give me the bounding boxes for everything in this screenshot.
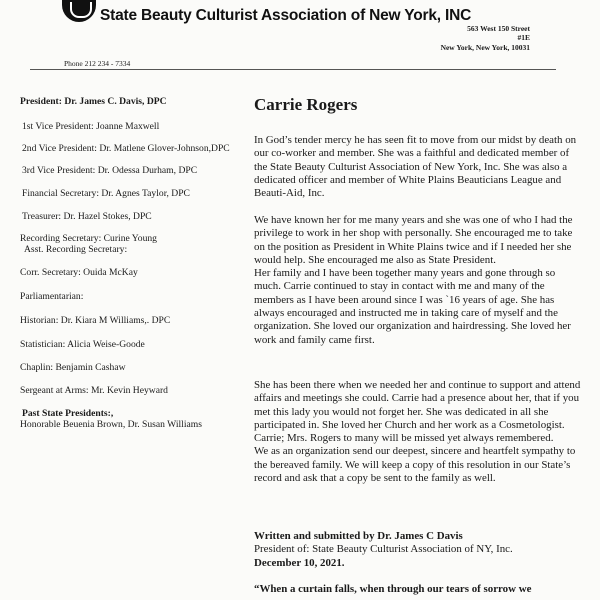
memorial-name: Carrie Rogers — [254, 95, 358, 114]
paragraph-text: We have known her for me many years and she was one of who I had the privilege to work in her shop with personally. She encouraged me to take on the position as President in White Plains twice and if I needed her she would help. She encouraged me also as State President. — [254, 214, 573, 266]
paragraph-text: We as an organization send our deepest, sincere and heartfelt sympathy to the bereaved family. We will keep a copy of this resolution in our State’s record and ask that a copy be sent to the family as well. — [254, 445, 576, 485]
officer-financial-secretary: Financial Secretary: Dr. Agnes Taylor, DPC — [22, 188, 190, 199]
officer-3rd-vice-president: 3rd Vice President: Dr. Odessa Durham, DPC — [22, 165, 198, 176]
signature-date: December 10, 2021. — [254, 556, 345, 569]
officer-statistician: Statistician: Alicia Weise-Goode — [20, 339, 145, 350]
paragraph-text: In God’s tender mercy he has seen fit to move from our midst by death on our co-worker and member. She was a faithful and dedicated member of the State Beauty Culturist Association of New York, Inc. She was also a dedicated officer and member of White Plains Beauticians League and Beauti-Aid, Inc. — [254, 134, 577, 200]
officer-sergeant-at-arms: Sergeant at Arms: Mr. Kevin Heyward — [20, 385, 168, 396]
officer-treasurer: Treasurer: Dr. Hazel Stokes, DPC — [22, 211, 152, 222]
closing-quote: “When a curtain falls, when through our tears of sorrow we — [254, 583, 532, 595]
memorial-paragraph — [254, 379, 584, 485]
header-divider — [30, 69, 556, 70]
officer-recording-secretary: Recording Secretary: Curine Young — [20, 233, 157, 244]
signature-author: Written and submitted by Dr. James C Davis — [254, 530, 463, 542]
officer-2nd-vice-president: 2nd Vice President: Dr. Matlene Glover-Johnson,DPC — [22, 143, 230, 154]
officer-historian: Historian: Dr. Kiara M Williams,. DPC — [20, 315, 171, 326]
paragraph-text: Her family and I have been together many years and gone through so much. Carrie continued to stay in contact with me and many of the members as I have been around since I was `16 years of age. She has always encouraged and instructed me in taking care of myself and the organization. She loved our organization and hairdressing. She loved her work and family came first. — [254, 267, 571, 346]
officer-1st-vice-president: 1st Vice President: Joanne Maxwell — [22, 121, 160, 132]
officer-corresponding-secretary: Corr. Secretary: Ouida McKay — [20, 267, 138, 278]
organization-name: State Beauty Culturist Association of New York, INC — [100, 7, 472, 24]
phone-number: Phone 212 234 - 7334 — [64, 59, 131, 68]
officer-president: President: Dr. James C. Davis, DPC — [20, 96, 167, 107]
memorial-paragraph — [254, 214, 584, 347]
officer-asst-recording-secretary: Asst. Recording Secretary: — [24, 244, 128, 255]
officer-parliamentarian: Parliamentarian: — [20, 291, 84, 302]
address-unit: #1E — [517, 33, 530, 42]
address-city: New York, New York, 10031 — [440, 43, 530, 52]
association-seal-logo — [62, 0, 96, 22]
past-presidents-heading: Past State Presidents:, — [22, 408, 114, 419]
address-street: 563 West 150 Street — [467, 24, 530, 33]
signature-block — [254, 530, 584, 570]
paragraph-text: She has been there when we needed her and continue to support and attend affairs and meetings she could. Carrie had a presence about her, that if you met this lady you would not forget her. She was dedicated in all she participated in. She loved her Church and her work as a Cosmetologist. Carrie; Mrs. Rogers to many will be missed yet always remembered. — [254, 379, 581, 445]
officer-chaplain: Chaplin: Benjamin Cashaw — [20, 362, 126, 373]
signature-title: President of: State Beauty Culturist Association of NY, Inc. — [254, 543, 513, 556]
past-presidents-names: Honorable Beuenia Brown, Dr. Susan Williams — [20, 419, 202, 430]
memorial-paragraph — [254, 134, 584, 200]
